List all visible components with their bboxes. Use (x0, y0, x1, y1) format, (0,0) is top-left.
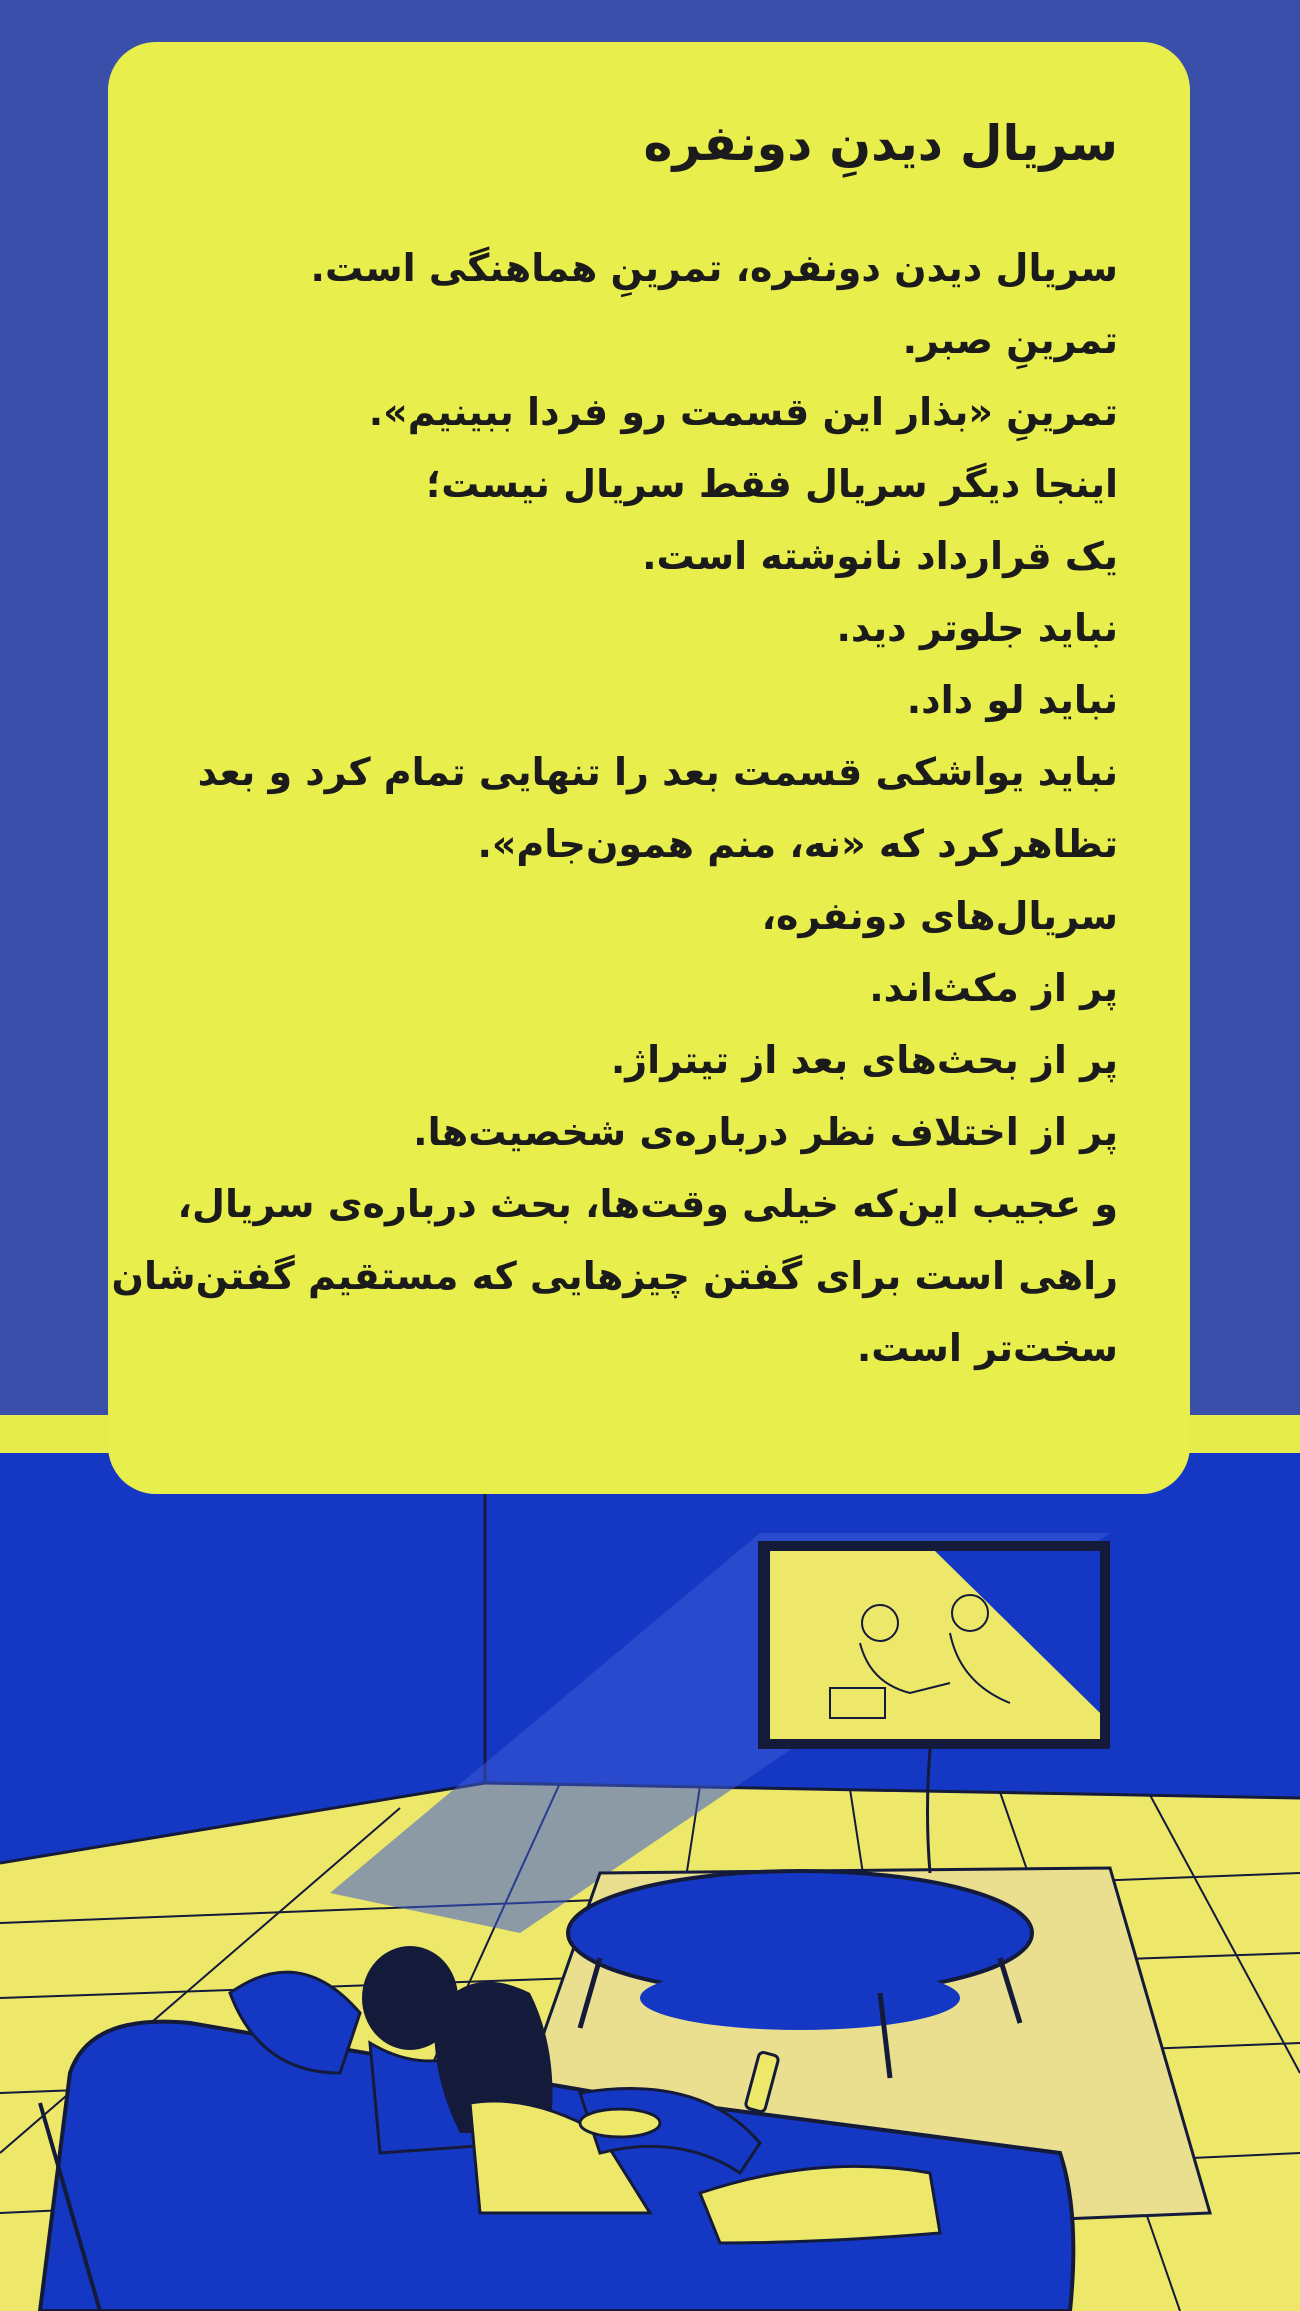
poem-line: و عجیب این‌که خیلی وقت‌ها، بحث درباره‌ی سریال، (177, 1181, 1118, 1226)
poem-line: راهی است برای گفتن چیزهایی که مستقیم گفتن‌شان (111, 1253, 1118, 1298)
poem-line: سریال دیدن دونفره، تمرینِ هماهنگی است. (310, 245, 1118, 290)
poem-line: پر از اختلاف نظر درباره‌ی شخصیت‌ها. (413, 1109, 1118, 1154)
poem-line: اینجا دیگر سریال فقط سریال نیست؛ (426, 461, 1118, 506)
poem-line: نباید یواشکی قسمت بعد را تنهایی تمام کرد و بعد (197, 749, 1118, 794)
card-title: سریال دیدنِ دونفره (643, 115, 1118, 172)
poem-line: پر از مکث‌اند. (869, 965, 1118, 1010)
poem-line: تمرینِ «بذار این قسمت رو فردا ببینیم». (368, 389, 1118, 434)
poem-line: تمرینِ صبر. (902, 317, 1118, 362)
poem-line: تظاهرکرد که «نه، منم همون‌جام». (477, 821, 1118, 866)
poem-line: سخت‌تر است. (856, 1325, 1118, 1370)
couple-watching-tv-illustration (0, 1453, 1300, 2311)
poem-card (108, 42, 1190, 1494)
poem-line: نباید لو داد. (906, 677, 1118, 722)
poem-text (111, 232, 1118, 1384)
poem-line: یک قرارداد نانوشته است. (642, 533, 1118, 578)
poem-line: سریال‌های دونفره، (761, 893, 1118, 938)
poem-line: نباید جلوتر دید. (836, 605, 1118, 650)
poem-line: پر از بحث‌های بعد از تیتراژ. (610, 1037, 1118, 1082)
